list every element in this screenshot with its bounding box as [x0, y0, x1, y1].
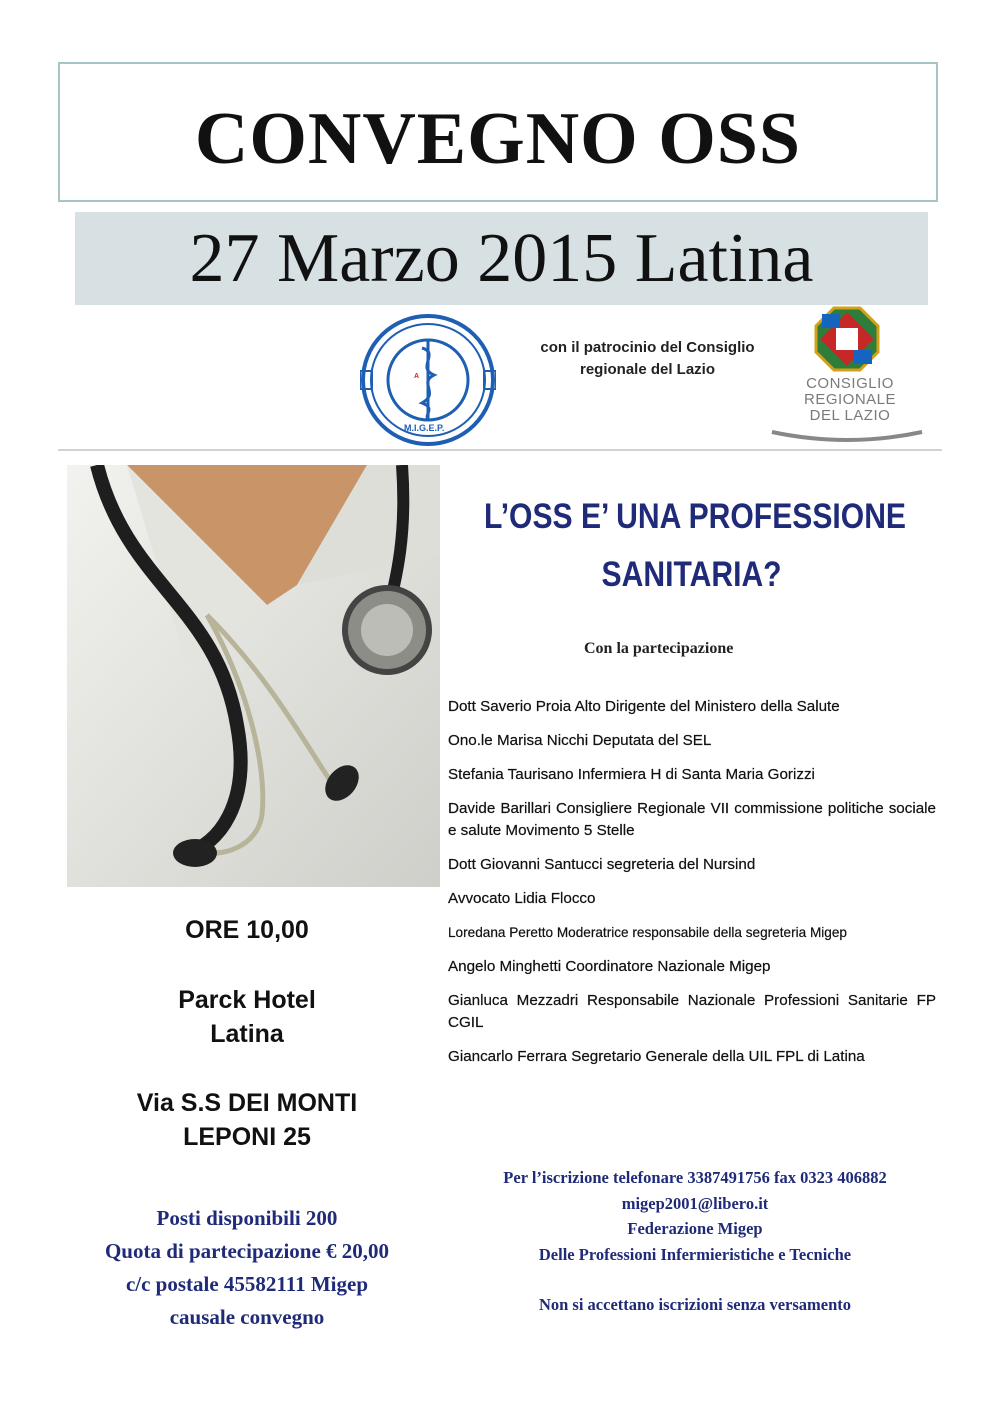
- event-address: [67, 1086, 427, 1154]
- patronage-line2: regionale del Lazio: [579, 361, 716, 378]
- contact-email: migep2001@libero.it: [621, 1193, 769, 1213]
- title-box: [58, 62, 938, 202]
- consiglio-lazio-wordmark: [795, 376, 905, 424]
- heading-line1: L’OSS E’ UNA PROFESSIONE: [483, 497, 907, 536]
- speaker-item: Dott Saverio Proia Alto Dirigente del Ministero della Salute: [448, 698, 840, 715]
- venue-line: Latina: [210, 1020, 284, 1048]
- event-time: ORE 10,00: [185, 916, 309, 944]
- heading-line2: SANITARIA?: [601, 555, 782, 594]
- svg-text:M.I.G.E.P.: M.I.G.E.P.: [404, 423, 445, 433]
- registration-note: Non si accettano iscrizioni senza versamento: [538, 1295, 852, 1314]
- patronage-line1: con il patrocinio del Consiglio: [540, 339, 755, 356]
- federation-subtitle: Delle Professioni Infermieristiche e Tecniche: [538, 1244, 852, 1264]
- contacts-block: [455, 1165, 935, 1318]
- costs-block: [67, 1202, 427, 1334]
- speaker-item: Angelo Minghetti Coordinatore Nazionale Migep: [448, 958, 771, 975]
- consiglio-lazio-emblem: [814, 306, 880, 372]
- address-line: Via S.S DEI MONTI: [136, 1089, 358, 1117]
- speaker-item: Avvocato Lidia Flocco: [448, 890, 596, 907]
- svg-text:A: A: [414, 373, 420, 380]
- stethoscope-photo: [67, 465, 440, 887]
- speaker-item: Ono.le Marisa Nicchi Deputata del SEL: [448, 732, 712, 749]
- participation-fee: Quota di partecipazione € 20,00: [104, 1239, 390, 1263]
- main-heading: [480, 488, 910, 604]
- venue-line: Parck Hotel: [178, 986, 316, 1014]
- patronage-text: [505, 337, 790, 381]
- speaker-item: Davide Barillari Consigliere Regionale VII commissione politiche sociale e salute Movimento 5 Stelle: [448, 800, 936, 839]
- speaker-item: Gianluca Mezzadri Responsabile Nazionale Professioni Sanitarie FP CGIL: [448, 992, 936, 1031]
- federation-name: Federazione Migep: [627, 1219, 763, 1238]
- speaker-item: Loredana Peretto Moderatrice responsabile della segreteria Migep: [448, 925, 847, 940]
- page-title: CONVEGNO OSS: [194, 97, 802, 180]
- spacer: [455, 1267, 935, 1292]
- wordmark-line: CONSIGLIO: [806, 375, 894, 392]
- payment-reason: causale convegno: [169, 1305, 325, 1329]
- date-location: 27 Marzo 2015 Latina: [189, 219, 814, 297]
- seats-available: Posti disponibili 200: [156, 1206, 338, 1230]
- speaker-item: Giancarlo Ferrara Segretario Generale della UIL FPL di Latina: [448, 1048, 865, 1065]
- speaker-item: Dott Giovanni Santucci segreteria del Nursind: [448, 856, 756, 873]
- wordmark-line: DEL LAZIO: [809, 407, 891, 424]
- wordmark-line: REGIONALE: [803, 391, 897, 408]
- speaker-item: Stefania Taurisano Infermiera H di Santa Maria Gorizzi: [448, 766, 815, 783]
- date-band: [75, 212, 928, 305]
- event-venue: [67, 983, 427, 1051]
- participation-label: Con la partecipazione: [584, 640, 734, 657]
- speakers-list: [448, 696, 936, 1080]
- divider: [58, 449, 942, 451]
- migep-logo: [360, 313, 496, 447]
- consiglio-swoosh: [770, 426, 925, 444]
- postal-account: c/c postale 45582111 Migep: [125, 1272, 369, 1296]
- address-line: LEPONI 25: [183, 1123, 311, 1151]
- registration-phone: Per l’iscrizione telefonare 3387491756 fax 0323 406882: [503, 1168, 887, 1187]
